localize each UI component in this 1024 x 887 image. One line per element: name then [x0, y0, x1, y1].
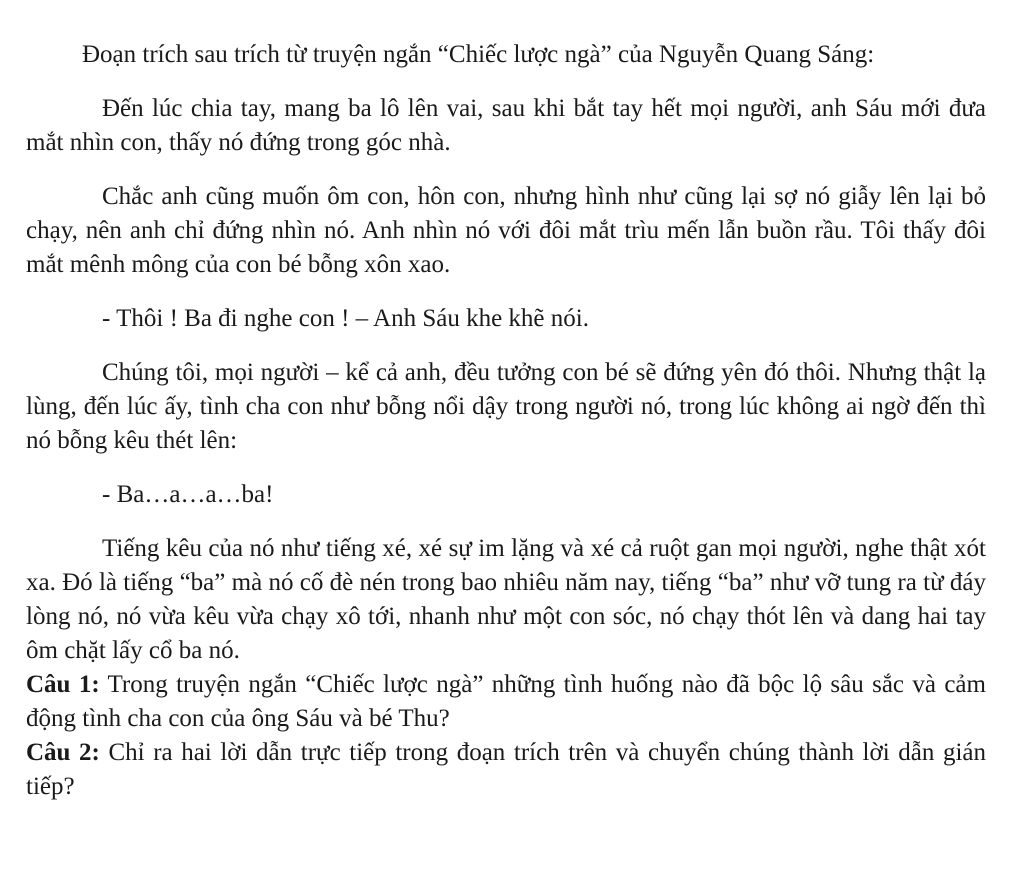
- intro-paragraph: Đoạn trích sau trích từ truyện ngắn “Chiếc lược ngà” của Nguyễn Quang Sáng:: [82, 41, 875, 68]
- question-2-text: Chỉ ra hai lời dẫn trực tiếp trong đoạn trích trên và chuyển chúng thành lời dẫn gián tiếp?: [26, 739, 986, 800]
- question-2: [26, 736, 986, 804]
- excerpt-paragraph-1: Đến lúc chia tay, mang ba lô lên vai, sau khi bắt tay hết mọi người, anh Sáu mới đưa mắt nhìn con, thấy nó đứng trong góc nhà.: [26, 95, 986, 156]
- excerpt-paragraph-2: Chắc anh cũng muốn ôm con, hôn con, nhưng hình như cũng lại sợ nó giẫy lên lại bỏ chạy, nên anh chỉ đứng nhìn nó. Anh nhìn nó với đôi mắt trìu mến lẫn buồn rầu. Tôi thấy đôi mắt mênh mông của con bé bỗng xôn xao.: [26, 183, 986, 278]
- question-1: [26, 668, 986, 736]
- dialogue-line-1: - Thôi ! Ba đi nghe con ! – Anh Sáu khe khẽ nói.: [102, 305, 589, 332]
- dialogue-line-2: - Ba…a…a…ba!: [102, 481, 274, 508]
- question-2-label: Câu 2:: [26, 739, 100, 766]
- excerpt-paragraph-4: Tiếng kêu của nó như tiếng xé, xé sự im lặng và xé cả ruột gan mọi người, nghe thật xót xa. Đó là tiếng “ba” mà nó cố đè nén trong bao nhiêu năm nay, tiếng “ba” như vỡ tung ra từ đáy lòng nó, nó vừa kêu vừa chạy xô tới, nhanh như một con sóc, nó chạy thót lên và dang hai tay ôm chặt lấy cổ ba nó.: [26, 535, 986, 664]
- question-1-label: Câu 1:: [26, 671, 100, 698]
- excerpt-paragraph-3: Chúng tôi, mọi người – kể cả anh, đều tưởng con bé sẽ đứng yên đó thôi. Nhưng thật lạ lùng, đến lúc ấy, tình cha con như bỗng nổi dậy trong người nó, trong lúc không ai ngờ đến thì nó bỗng kêu thét lên:: [26, 359, 986, 454]
- question-1-text: Trong truyện ngắn “Chiếc lược ngà” những tình huống nào đã bộc lộ sâu sắc và cảm động tình cha con của ông Sáu và bé Thu?: [26, 671, 986, 732]
